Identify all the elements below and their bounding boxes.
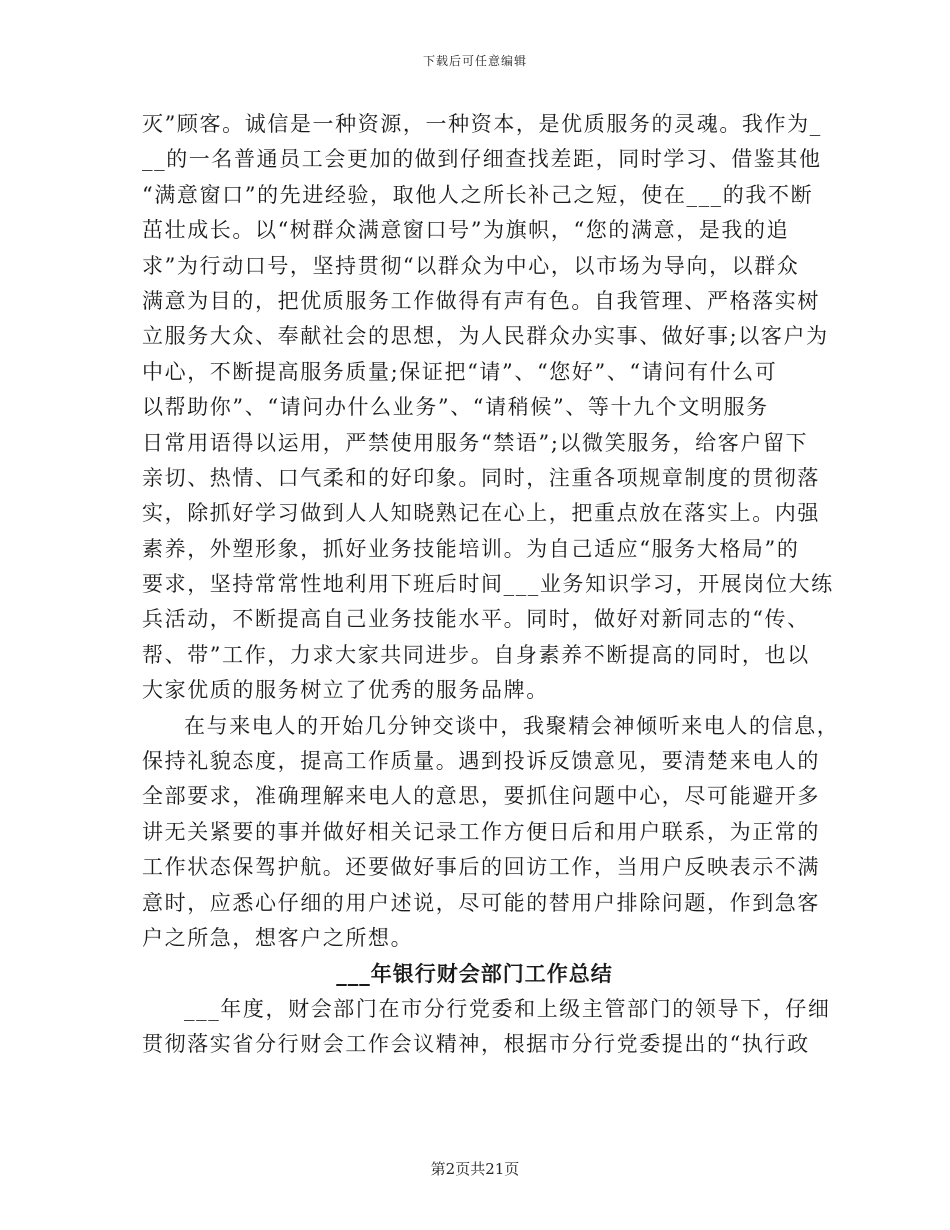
text-line: 讲无关紧要的事并做好相关记录工作方便日后和用户联系，为正常的 [142, 819, 820, 844]
text-line: 以帮助你”、“请问办什么业务”、“请稍候”、等十九个文明服务 [142, 395, 769, 420]
text-line: 贯彻落实省分行财会工作会议精神，根据市分行党委提出的“执行政 [142, 1032, 810, 1057]
text-line: 全部要求，准确理解来电人的意思，要抓住问题中心，尽可能避开多 [142, 784, 820, 809]
text-line: 户之所急，想客户之所想。 [142, 925, 414, 950]
text-line: 求”为行动口号，坚持贯彻“以群众为中心，以市场为导向，以群众 [142, 253, 800, 278]
text-line: 灭”顾客。诚信是一种资源，一种资本，是优质服务的灵魂。我作为_ [142, 112, 822, 136]
text-line: 立服务大众、奉献社会的思想，为人民群众办实事、做好事;以客户为 [142, 324, 829, 349]
text-line: 意时，应悉心仔细的用户述说，尽可能的替用户排除问题，作到急客 [142, 890, 820, 915]
page-footer-number: 第2页共21页 [430, 1160, 520, 1178]
text-line: 保持礼貌态度，提高工作质量。遇到投诉反馈意见，要清楚来电人的 [142, 749, 820, 774]
text-line: 在与来电人的开始几分钟交谈中，我聚精会神倾听来电人的信息， [184, 713, 840, 738]
text-line: 中心，不断提高服务质量;保证把“请”、“您好”、“请问有什么可 [142, 359, 778, 384]
text-line: 兵活动，不断提高自己业务技能水平。同时，做好对新同志的“传、 [142, 607, 810, 632]
text-line: 帮、带”工作，力求大家共同进步。自身素养不断提高的同时，也以 [142, 642, 810, 667]
paragraph-1 [142, 107, 834, 709]
section-heading: ___年银行财会部门工作总结 [336, 961, 613, 987]
page-header-note: 下载后可任意编辑 [422, 54, 527, 68]
text-line: 满意为目的，把优质服务工作做得有声有色。自我管理、严格落实树 [142, 288, 820, 313]
text-line: 工作状态保驾护航。还要做好事后的回访工作，当用户反映表示不满 [142, 855, 820, 880]
text-line: 要求，坚持常常性地利用下班后时间___业务知识学习，开展岗位大练 [142, 572, 834, 597]
paragraph-2 [142, 709, 840, 957]
text-line: ___年度，财会部门在市分行党委和上级主管部门的领导下，仔细 [184, 996, 831, 1021]
paragraph-3 [142, 992, 831, 1063]
text-line: 茁壮成长。以“树群众满意窗口号”为旗帜，“您的满意，是我的追 [142, 218, 790, 243]
text-line: 日常用语得以运用，严禁使用服务“禁语”;以微笑服务，给客户留下 [142, 430, 809, 455]
text-line: “满意窗口”的先进经验，取他人之所长补己之短，使在___的我不断 [142, 182, 814, 207]
text-line: __的一名普通员工会更加的做到仔细查找差距，同时学习、借鉴其他 [142, 147, 822, 172]
text-line: 大家优质的服务树立了优秀的服务品牌。 [142, 678, 549, 703]
text-line: 实，除抓好学习做到人人知晓熟记在心上，把重点放在落实上。内强 [142, 501, 820, 526]
document-body [142, 107, 840, 1063]
text-line: 亲切、热情、口气柔和的好印象。同时，注重各项规章制度的贯彻落 [142, 465, 820, 490]
text-line: 素养，外塑形象，抓好业务技能培训。为自己适应“服务大格局”的 [142, 536, 800, 561]
